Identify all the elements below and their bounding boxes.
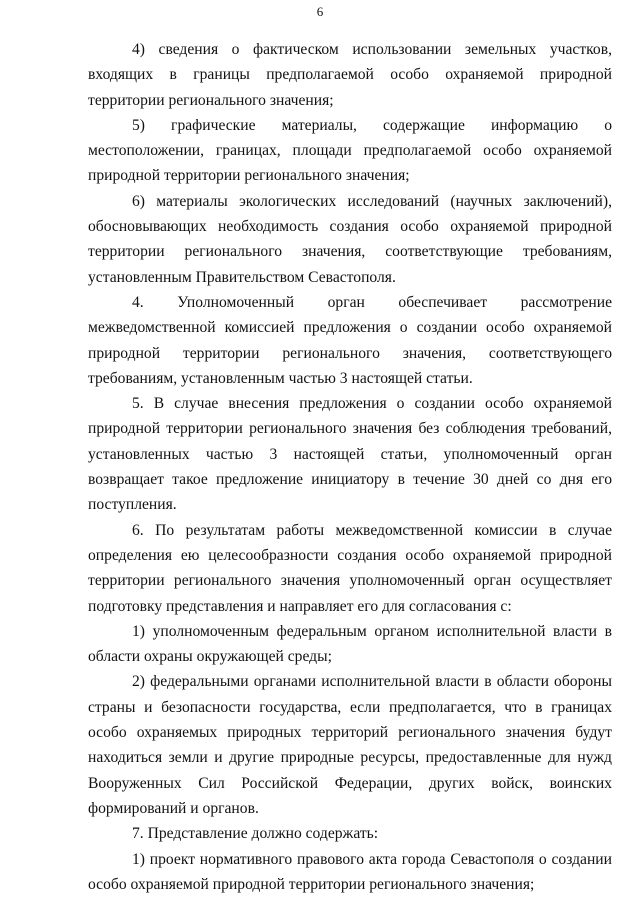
paragraph-item-5: 5) графические материалы, содержащие информацию о местоположении, границах, площади предполагаемой особо охраняемой природной территории регионального значения; — [88, 113, 612, 189]
paragraph-part-6: 6. По результатам работы межведомственной комиссии в случае определения ею целесообразности создания особо охраняемой природной территории регионального значения уполномоченный орган осуществляет подготовку представления и направляет его для согласования с: — [88, 518, 612, 619]
paragraph-part-5: 5. В случае внесения предложения о создании особо охраняемой природной территории регионального значения без соблюдения требований, установленных частью 3 настоящей статьи, уполномоченный орган возвращает такое предложение инициатору в течение 30 дней со дня его поступления. — [88, 391, 612, 517]
paragraph-item-6: 6) материалы экологических исследований (научных заключений), обосновывающих необходимость создания особо охраняемой природной территории регионального значения, соответствующие требованиям, установленным Правительством Севастополя. — [88, 189, 612, 290]
paragraph-item-4: 4) сведения о фактическом использовании земельных участков, входящих в границы предполагаемой особо охраняемой природной территории регионального значения; — [88, 37, 612, 113]
paragraph-part-7-item-1: 1) проект нормативного правового акта города Севастополя о создании особо охраняемой природной территории регионального значения; — [88, 847, 612, 897]
paragraph-subitem-1: 1) уполномоченным федеральным органом исполнительной власти в области охраны окружающей среды; — [88, 619, 612, 670]
page-number: 6 — [0, 4, 640, 20]
paragraph-part-4: 4. Уполномоченный орган обеспечивает рассмотрение межведомственной комиссией предложения о создании особо охраняемой природной территории регионального значения, соответствующего требованиям, установленным частью 3 настоящей статьи. — [88, 290, 612, 391]
paragraph-subitem-2: 2) федеральными органами исполнительной власти в области обороны страны и безопасности государства, если предполагается, что в границах особо охраняемых природных территорий регионального значения будут находиться земли и другие природные ресурсы, предоставленные для нужд Вооруженных Сил Российской Федерации, других войск, воинских формирований и органов. — [88, 669, 612, 821]
paragraph-part-7: 7. Представление должно содержать: — [88, 821, 612, 846]
document-body — [88, 37, 612, 897]
